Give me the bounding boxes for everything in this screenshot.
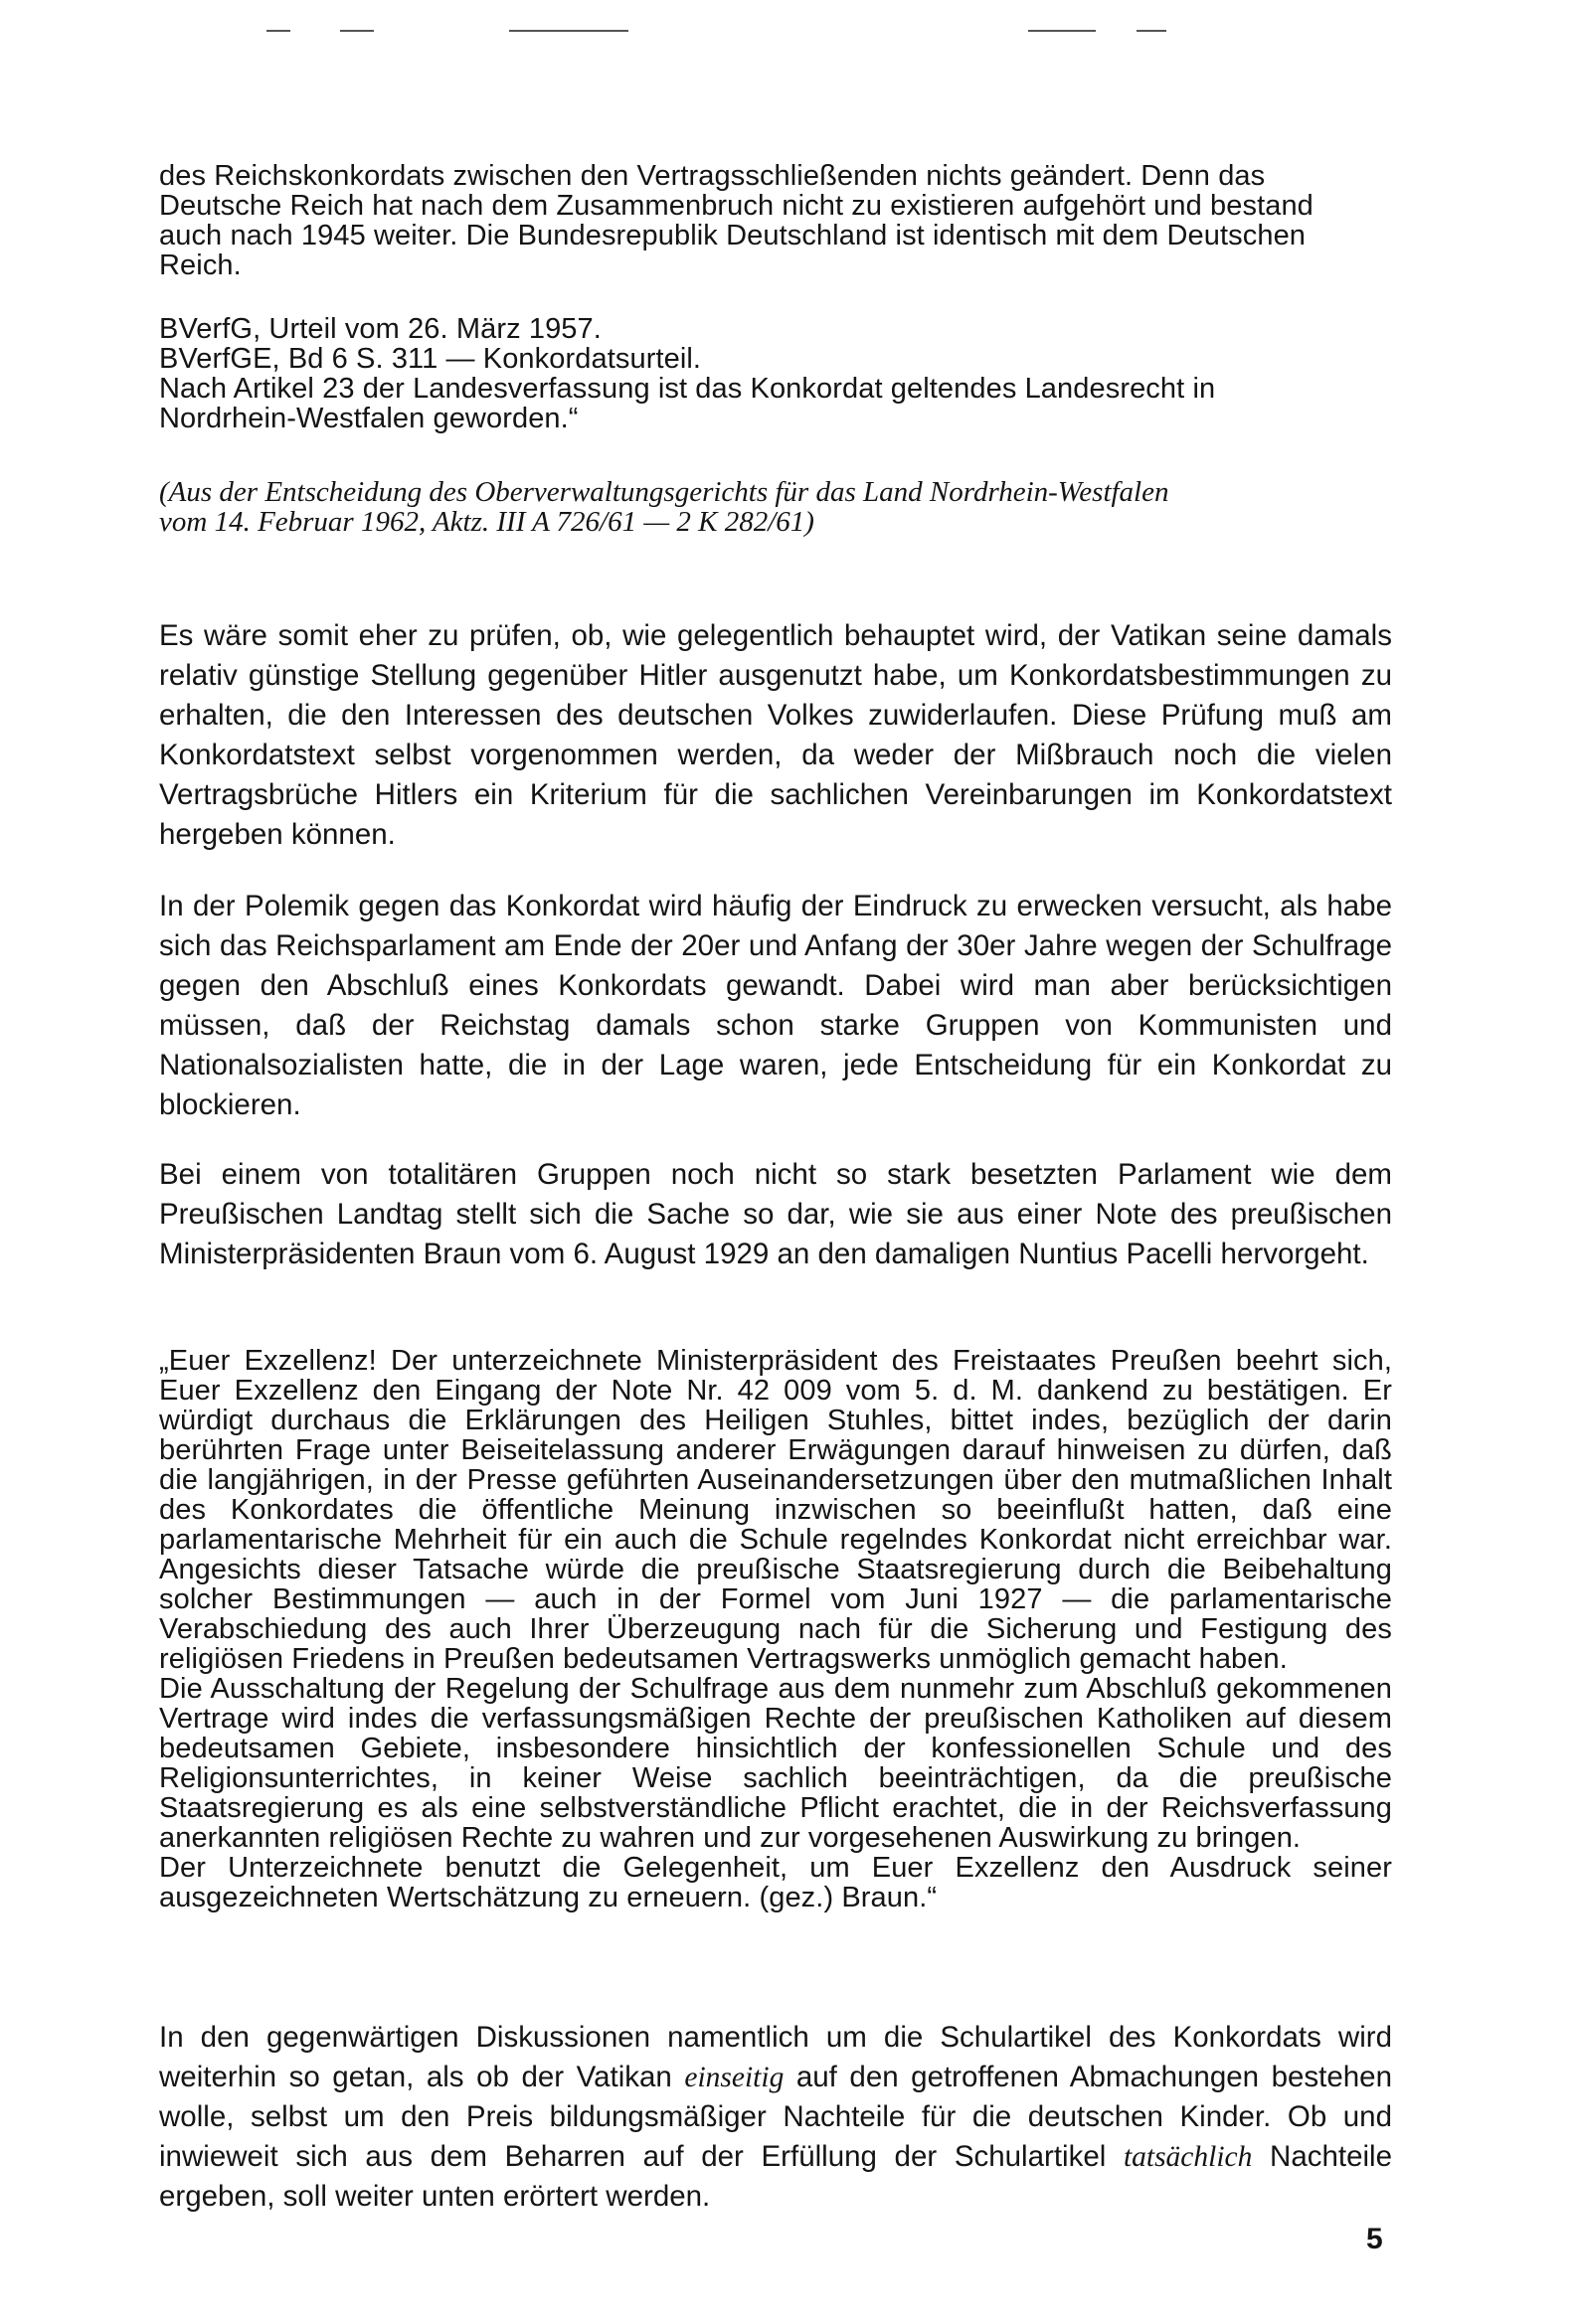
body-paragraph-final [159,2018,1392,2217]
body-paragraph: In der Polemik gegen das Konkordat wird häufig der Eindruck zu erwecken versucht, als habe sich das Reichsparlament am Ende der 20er und Anfang der 30er Jahre wegen der Schulfrage gegen den Abschluß eines Konkordats gewandt. Dabei wird man aber berücksichtigen müssen, daß der Reichstag damals schon starke Gruppen von Kommunisten und Nationalsozialisten hatte, die in der Lage waren, jede Entscheidung für ein Konkordat zu blockieren. [159,890,1392,1121]
text-line: Reich. [159,249,242,281]
court-quote-continuation [159,161,1392,280]
letter-paragraph: Die Ausschaltung der Regelung der Schulfrage aus dem nunmehr zum Abschluß gekommenen Vertrage wird indes die verfassungsmäßigen Rechte der preußischen Katholiken auf diesem bedeutsamen Gebiete, insbesondere hinsichtlich der konfessionellen Schule und des Religionsunterrichtes, in keiner Weise sachlich beeinträchtigen, da die preußische Staatsregierung es als eine selbstverständliche Pflicht erachtet, die in der Reichsverfassung anerkannten religiösen Rechte zu wahren und zur vorgesehenen Auswirkung zu bringen. [159,1673,1392,1854]
page-number: 5 [1366,2223,1383,2255]
scan-artifact [1028,30,1096,32]
emphasis-word: einseitig [684,2062,785,2093]
text-line: BVerfGE, Bd 6 S. 311 — Konkordatsurteil. [159,343,702,375]
court-citation [159,314,1392,433]
text-line: auch nach 1945 weiter. Die Bundesrepublik Deutschland ist identisch mit dem Deutschen [159,220,1307,251]
text-line: Nordrhein-Westfalen geworden.“ [159,403,579,434]
scan-artifact [509,30,628,32]
text-run: auf den getroffenen Abmachungen bestehen wolle, selbst um den Preis bildungsmäßiger Nachteile für die deutschen Kinder. Ob und inwieweit sich aus dem Beharren auf der Erfüllung der Schulartikel [159,2061,1392,2173]
text-line: vom 14. Februar 1962, Aktz. III A 726/61 — 2 K 282/61) [159,506,814,538]
text-line: Nach Artikel 23 der Landesverfassung ist das Konkordat geltendes Landesrecht in [159,373,1216,405]
text-line: des Reichskonkordats zwischen den Vertragsschließenden nichts geändert. Denn das [159,160,1266,192]
text-line: BVerfG, Urteil vom 26. März 1957. [159,313,602,345]
scan-artifact [340,30,374,32]
body-paragraph: Es wäre somit eher zu prüfen, ob, wie gelegentlich behauptet wird, der Vatikan seine damals relativ günstige Stellung gegenüber Hitler ausgenutzt habe, um Konkordatsbestimmungen zu erhalten, die den Interessen des deutschen Volkes zuwiderlaufen. Diese Prüfung muß am Konkordatstext selbst vorgenommen werden, da weder der Mißbrauch noch die vielen Vertragsbrüche Hitlers ein Kriterium für die sachlichen Vereinbarungen im Konkordatstext hergeben können. [159,619,1392,851]
emphasis-word: tatsächlich [1123,2141,1253,2173]
text-line: (Aus der Entscheidung des Oberverwaltungsgerichts für das Land Nordrhein-Westfalen [159,476,1169,508]
scan-artifact [266,30,290,32]
scan-artifact [1137,30,1166,32]
letter-paragraph: Der Unterzeichnete benutzt die Gelegenheit, um Euer Exzellenz den Ausdruck seiner ausgezeichneten Wertschätzung zu erneuern. (gez.) Braun.“ [159,1852,1392,1913]
source-note [159,477,1392,537]
braun-letter [159,1346,1392,1912]
text-run: In den gegenwärtigen Diskussionen namentlich um die Schulartikel des Konkordats wird weiterhin so getan, als ob der Vatikan [159,2021,1392,2093]
letter-paragraph: „Euer Exzellenz! Der unterzeichnete Ministerpräsident des Freistaates Preußen beehrt sich, Euer Exzellenz den Eingang der Note Nr. 42 009 vom 5. d. M. dankend zu bestätigen. Er würdigt durchaus die Erklärungen des Heiligen Stuhles, bittet indes, bezüglich der darin berührten Frage unter Beiseitelassung anderer Erwägungen darauf hinweisen zu dürfen, daß die langjährigen, in der Presse geführten Auseinandersetzungen über den mutmaßlichen Inhalt des Konkordates die öffentliche Meinung inzwischen so beeinflußt hatten, daß eine parlamentarische Mehrheit für ein auch die Schule regelndes Konkordat nicht erreichbar war. Angesichts dieser Tatsache würde die preußische Staatsregierung durch die Beibehaltung solcher Bestimmungen — auch in der Formel vom Juni 1927 — die parlamentarische Verabschiedung des auch Ihrer Überzeugung nach für die Sicherung und Festigung des religiösen Friedens in Preußen bedeutsamen Vertragswerks unmöglich gemacht haben. [159,1345,1392,1675]
body-paragraph: Bei einem von totalitären Gruppen noch nicht so stark besetzten Parlament wie dem Preußischen Landtag stellt sich die Sache so dar, wie sie aus einer Note des preußischen Ministerpräsidenten Braun vom 6. August 1929 an den damaligen Nuntius Pacelli hervorgeht. [159,1158,1392,1270]
text-line: Deutsche Reich hat nach dem Zusammenbruch nicht zu existieren aufgehört und bestand [159,190,1314,222]
text-run: Nachteile ergeben, soll weiter unten erörtert werden. [159,2140,1393,2213]
